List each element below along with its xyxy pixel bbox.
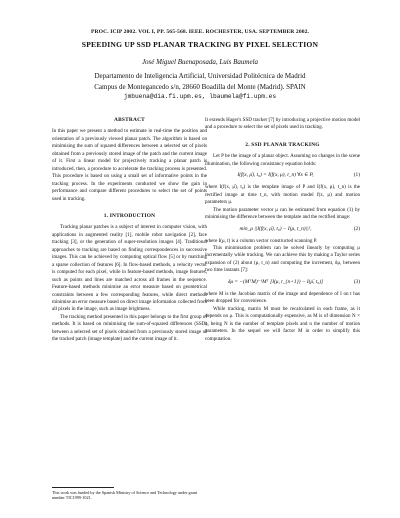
affiliation-line: Campus de Montegancedo s/n, 28660 Boadilla del Monte (Madrid). SPAIN — [94, 82, 306, 91]
introduction-paragraph: The tracking method presented in this paper belongs to the first group of methods. It is based on minimising the sum-of-squared differences (SSD) between a selected set of pixels obtained from a previously stored image of the tracked patch (image template) and the current image of it. — [52, 313, 207, 343]
equation-2 — [205, 222, 360, 238]
equation-body: min_μ ||I(f(x, μ̄), t₀) − I(μ, t_n)||², — [239, 225, 312, 232]
equation-body: δμ = −(MᵀM)⁻¹Mᵀ [I(μ, t_{n+1}) − I(μ̄, t₀)] — [227, 278, 324, 285]
body-paragraph: The motion parameter vector μ can be estimated from equation (1) by minimising the difference between the template and the rectified image: — [205, 206, 360, 221]
introduction-paragraph: Tracking planar patches is a subject of interest in computer vision, with applications in augmented reality [1], mobile robot navigation [2], face tracking [3], or the generation of super-resolution images [4]. Traditional approaches to tracking are based on finding correspondences in successive images. This can be achieved by computing optical flow [5] or by matching a sparse collection of features [6]. In flow-based methods, a velocity vector is computed for each pixel, while in feature-based methods, image features, such as points and lines are matched across all frames in the sequence. Feature-based methods minimise an error measure based on geometrical constraints between a few corresponding features, while direct methods minimise an error measure based on direct image information collected from all pixels in the image, such as image brightness. — [52, 224, 207, 313]
paper-title: SPEEDING UP SSD PLANAR TRACKING BY PIXEL SELECTION — [81, 40, 319, 49]
equation-3 — [205, 275, 360, 291]
right-column — [205, 117, 360, 343]
equation-number: (2) — [353, 225, 360, 232]
footnote-rule — [52, 487, 114, 488]
body-paragraph: where M is the Jacobian matrix of the image and dependence of I on t has been dropped for convenience. — [205, 290, 360, 305]
section-heading: 2. SSD PLANAR TRACKING — [245, 141, 320, 148]
author-list: José Miguel Buenaposada, Luis Baumela — [141, 58, 259, 66]
body-paragraph: Let P be the image of a planar object. Assuming no changes in the scene illumination, the following consistancy equation holds: — [205, 153, 360, 167]
body-paragraph: It extends Hager's SSD tracker [7] by introducing a projective motion model and a procedure to select the set of pixels used in tracking. — [205, 117, 360, 131]
affiliation-block — [0, 71, 400, 103]
affiliation-line: Departamento de Inteligencia Artificial, Universidad Politécnica de Madrid — [94, 72, 306, 80]
body-paragraph: where I(μ, t) is a column vector constructed scanning P. — [205, 237, 318, 244]
equation-1 — [205, 168, 360, 184]
footnote: This work was funded by the Spanish Ministry of Science and Technology under grant number TIC1999-1021. — [52, 490, 198, 501]
abstract-heading: ABSTRACT — [114, 117, 145, 123]
abstract-text: In this paper we present a method to estimate in real-time the position and orientation of a previously viewed planar patch. The algorithm is based on minimising the sum of squared differences between a selected set of pixels obtained from a previously stored image of the patch and the current image of it. First a linear model for projectively tracking a planar patch is introduced, then, a procedure to accelerate the tracking process is presented. This procedure is based on using a small set of informative points in the tracking process. In the experiments conducted we show the gain in performance and compare different procedures to select the set of points used in tracking. — [52, 128, 207, 202]
conference-header: PROC. ICIP 2002. VOL I, PP. 565-568. IEEE. ROCHESTER, USA. SEPTEMBER 2002. — [90, 29, 310, 35]
introduction-heading: 1. INTRODUCTION — [103, 212, 156, 219]
equation-number: (3) — [353, 278, 360, 285]
left-column — [52, 117, 207, 344]
equation-number: (1) — [353, 172, 360, 179]
author-emails: jmbuena@dia.fi.upm.es, lbaumela@fi.upm.es — [123, 93, 277, 100]
body-paragraph: While tracking, matrix M must be recalculated in each frame, as it depends on μ. This is computationally expensive, as M is of dimension N × n, being N is the number of template pixels and n the number of motion parameters. In the sequel we will factor M in order to simplify this computation. — [205, 305, 360, 342]
body-paragraph: where I(f(x, μ̄), t₀) is the template image of P and I(f(x, μ), t_n) is the rectified image at time t_n, with motion model f(x, μ) and motion parameters μ. — [205, 184, 360, 206]
body-paragraph: This minimisation problem can be solved linearly by computing μ incrementally while tracking. We can achieve this by making a Taylor series expansion of (2) about (μ, t_n) and computing the increment, δμ, between two time instants [7]: — [205, 244, 360, 274]
equation-body: I(f(x, μ̄), t₀) = I(f(x, μ), t_n) ∀x ∈ P, — [237, 172, 314, 179]
